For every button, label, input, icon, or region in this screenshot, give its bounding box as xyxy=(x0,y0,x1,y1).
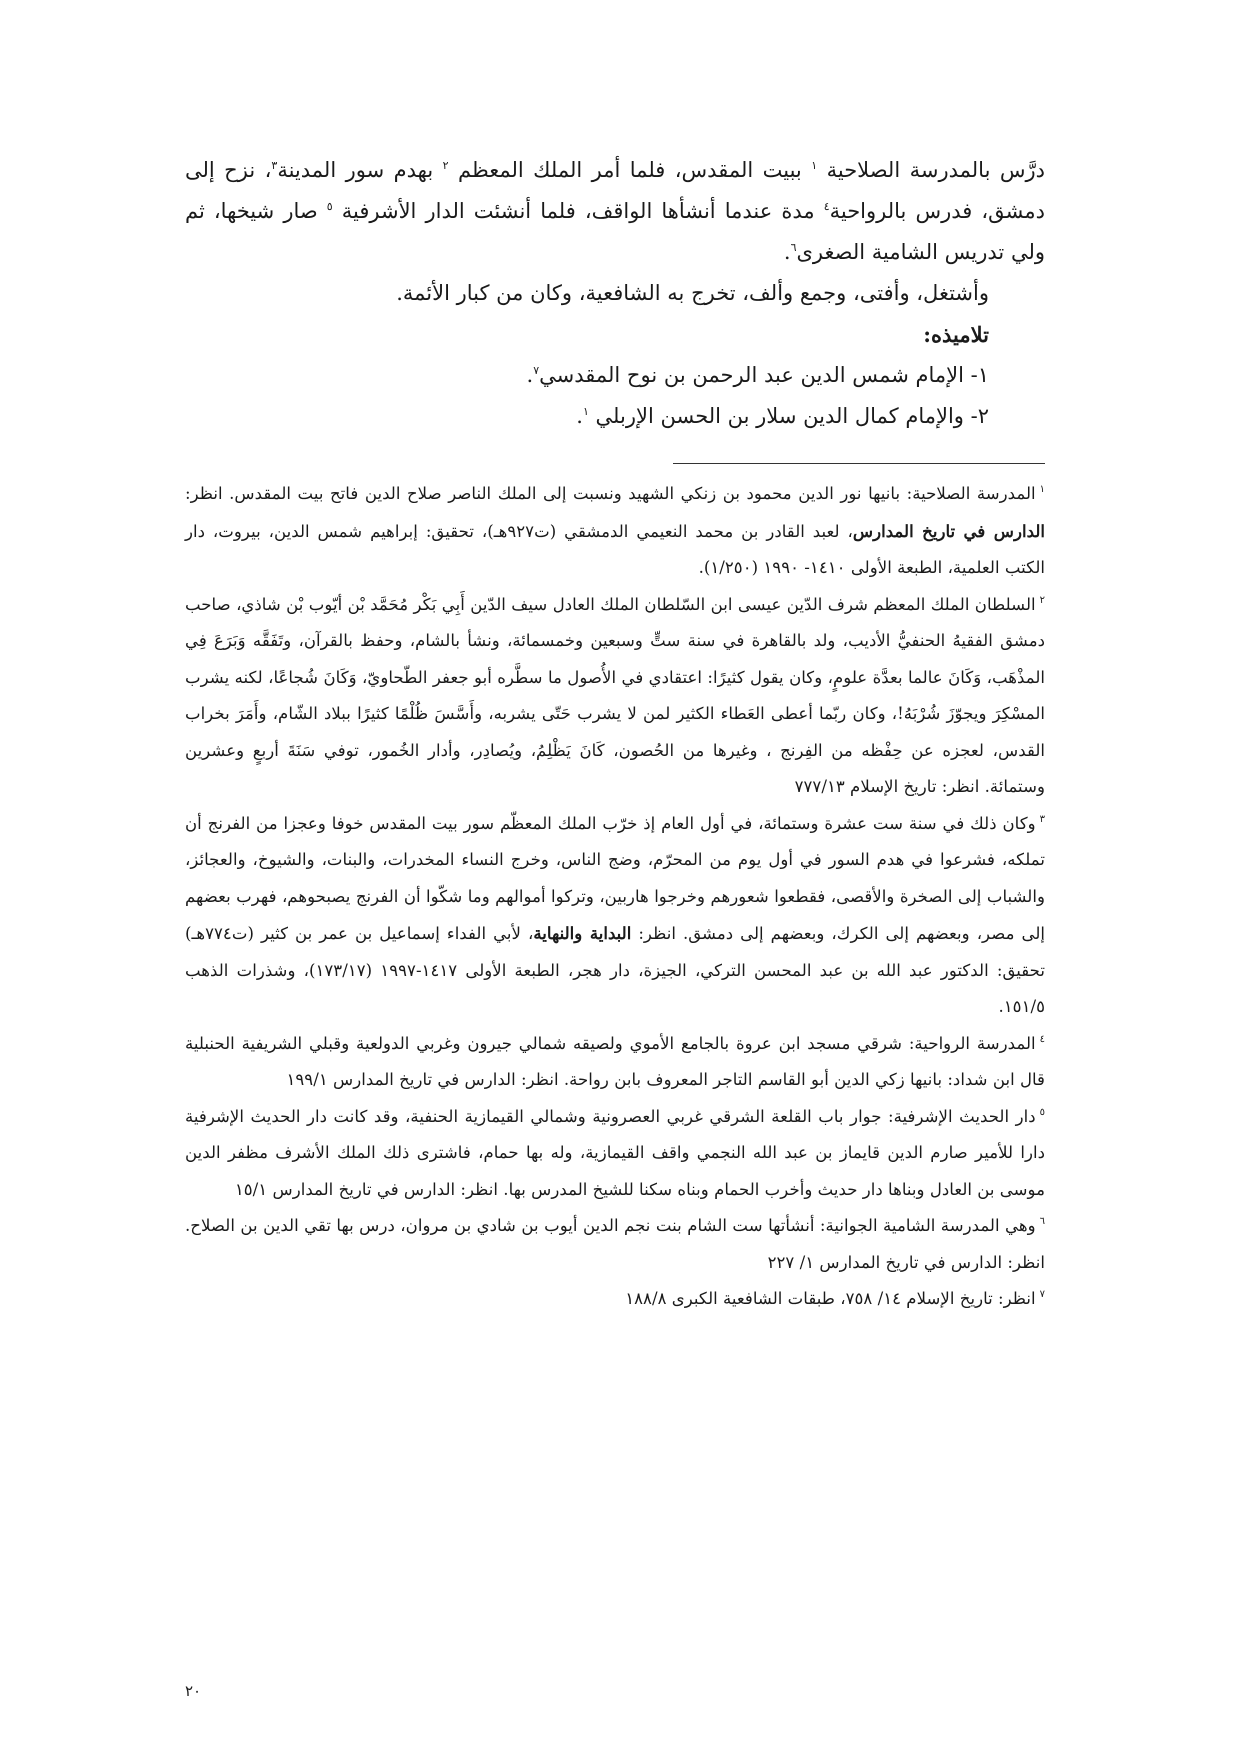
paragraph-1-text: ، نزح إلى دمشق، فدرس بالرواحية xyxy=(185,158,1046,223)
footnote-4-text: المدرسة الرواحية: شرقي مسجد ابن عروة بالجامع الأموي ولصيقه شمالي جيرون وغربي الدولعية وقبلي الشريفية الحنبلية قال ابن شداد: بانيها زكي الدين أبو القاسم التاجر المعروف بابن رواحة. انظر: الدارس في تاريخ المدارس ١٩٩/١ xyxy=(185,1033,1045,1089)
student-item-2-text: ٢- والإمام كمال الدين سلار بن الحسن الإربلي xyxy=(588,404,989,428)
footnote-3-book-title: البداية والنهاية xyxy=(533,923,632,943)
footnote-7 xyxy=(185,1281,1045,1318)
student-item-1 xyxy=(185,355,1045,396)
student-item-1-text: ١- الإمام شمس الدين عبد الرحمن بن نوح المقدسي xyxy=(539,363,989,387)
footnote-separator xyxy=(673,463,1045,464)
paragraph-1-text: درَّس بالمدرسة الصلاحية xyxy=(817,158,1045,182)
footnote-3 xyxy=(185,806,1045,1026)
main-text xyxy=(185,150,1045,437)
footnote-4-mark: ٤ xyxy=(1039,1033,1045,1045)
footnote-ref-1[interactable]: ١ xyxy=(811,159,818,172)
footnote-2 xyxy=(185,587,1045,806)
student-item-2 xyxy=(185,396,1045,437)
paragraph-1-text: بهدم سور المدينة xyxy=(277,158,443,182)
footnote-ref-7[interactable]: ٧ xyxy=(533,364,540,377)
footnote-ref-6[interactable]: ٦ xyxy=(790,241,797,254)
footnote-5-mark: ٥ xyxy=(1039,1106,1045,1118)
footnote-6-text: وهي المدرسة الشامية الجوانية: أنشأتها ست الشام بنت نجم الدين أيوب بن شادي بن مروان، درس بها تقي الدين بن الصلاح. انظر: الدارس في تاريخ المدارس ١/ ٢٢٧ xyxy=(185,1216,1045,1272)
footnotes xyxy=(185,476,1045,1318)
footnote-2-mark: ٢ xyxy=(1039,594,1045,606)
footnote-1-text: ، لعبد القادر بن محمد النعيمي الدمشقي (ت٩٢٧هـ)، تحقيق: إبراهيم شمس الدين، بيروت، دار الكتب العلمية، الطبعة الأولى ١٤١٠- ١٩٩٠ (١/٢٥٠). xyxy=(185,521,1045,577)
footnote-1 xyxy=(185,476,1045,587)
footnote-ref-2[interactable]: ٢ xyxy=(442,159,449,172)
students-heading: تلاميذه: xyxy=(923,322,989,347)
footnote-2-text: السلطان الملك المعظم شرف الدّين عيسى ابن السّلطان الملك العادل سيف الدّين أَبِي بَكْر مُحَمَّد بْن أيّوب بْن شاذي، صاحب دمشق الفقيهُ الحنفيُّ الأديب، ولد بالقاهرة في سنة ستٍّ وسبعين وخمسمائة، ونشأ بالشام، وحفظ بالقرآن، وتَفَقَّه وَبَرَعَ فِي المذْهَب، وَكَانَ عالما بعدَّة علومٍ، وكان يقول كثيرًا: اعتقادي في الأُصول ما سطَّره أبو جعفر الطّحاويّ، وَكَانَ شُجاعًا، لكنه يشرب المسْكِرَ ويجوّزَ شُرْبَهُ!، وكان ربّما أعطى العَطاء الكثير لمن لا يشرب حَتّى يشربه، وأَسَّسَ ظُلْمًا كثيرًا ببلاد الشّام، وأَمَرَ بخراب القدس، لعجزه عن حِفْظه من الفِرنج ، وغيرها من الحُصون، كَانَ يَظْلِمُ، ويُصادِر، وأدار الخُمور، توفي سَنَةَ أربعٍ وعشرين وستمائة. انظر: تاريخ الإسلام ٧٧٧/١٣ xyxy=(185,594,1045,796)
paragraph-1-text: صار شيخها، ثم ولي تدريس الشامية الصغرى xyxy=(185,199,1045,264)
student-item-1-text: . xyxy=(526,363,534,387)
student-item-2-text: . xyxy=(576,404,583,428)
paragraph-2: وأشتغل، وأفتى، وجمع وألف، تخرج به الشافعية، وكان من كبار الأئمة. xyxy=(396,281,989,305)
paragraph-1-text: . xyxy=(783,240,791,264)
footnote-1-text: المدرسة الصلاحية: بانيها نور الدين محمود بن زنكي الشهيد ونسبت إلى الملك الناصر صلاح الدين فاتح بيت المقدس. انظر: xyxy=(185,484,1036,503)
footnote-3-text: ، لأبي الفداء إسماعيل بن عمر بن كثير (ت٧٧٤هـ) تحقيق: الدكتور عبد الله بن عبد المحسن التركي، الجيزة، دار هجر، الطبعة الأولى ١٤١٧-١٩٩٧ (١٧٣/١٧)، وشذرات الذهب ١٥١/٥. xyxy=(185,924,1046,1016)
page-number: ٢٠ xyxy=(185,1682,202,1700)
footnote-5-text: دار الحديث الإشرفية: جوار باب القلعة الشرقي غربي العصرونية وشمالي القيمازية الحنفية، وقد كانت دار الحديث الإشرفية دارا للأمير صارم الدين قايماز بن عبد الله النجمي واقف القيمازية، وله بها حمام، فاشترى ذلك الملك الأشرف مظفر الدين موسى بن العادل وبناها دار حديث وأخرب الحمام وبناه سكنا للشيخ المدرس بها. انظر: الدارس في تاريخ المدارس ١٥/١ xyxy=(185,1106,1045,1199)
footnote-7-mark: ٧ xyxy=(1039,1289,1045,1301)
footnote-6-mark: ٦ xyxy=(1039,1216,1045,1228)
footnote-7-text: انظر: تاريخ الإسلام ١٤/ ٧٥٨، طبقات الشافعية الكبرى ١٨٨/٨ xyxy=(625,1289,1036,1308)
footnote-ref-3[interactable]: ٣ xyxy=(271,159,278,172)
page-body xyxy=(185,150,1045,1318)
footnote-1-mark: ١ xyxy=(1039,484,1045,496)
footnote-ref-next-page[interactable]: ١ xyxy=(582,405,589,418)
footnote-3-mark: ٣ xyxy=(1039,813,1045,825)
footnote-4 xyxy=(185,1026,1045,1099)
footnote-3-text: وكان ذلك في سنة ست عشرة وستمائة، في أول العام إذ خرّب الملك المعظّم سور بيت المقدس خوفا وعجزا من الفرنج أن تملكه، فشرعوا في هدم السور في أول يوم من المحرّم، وضج الناس، وخرج النساء المخدرات، والبنات، والشيوخ، والعجائز، والشباب إلى الصخرة والأقصى، فقطعوا شعورهم وخرجوا هاربين، وتركوا أموالهم وما شكّوا أن الفرنج يصبحوهم، فهرب بعضهم إلى مصر، وبعضهم إلى الكرك، وبعضهم إلى دمشق. انظر: xyxy=(185,813,1045,943)
paragraph-1-text: مدة عندما أنشأها الواقف، فلما أنشئت الدار الأشرفية xyxy=(332,199,824,223)
footnote-6 xyxy=(185,1208,1045,1281)
footnote-ref-4[interactable]: ٤ xyxy=(823,200,830,213)
footnote-1-book-title: الدارس في تاريخ المدارس xyxy=(852,520,1045,541)
paragraph-1-text: ببيت المقدس، فلما أمر الملك المعظم xyxy=(448,158,812,182)
paragraph-1 xyxy=(185,150,1045,273)
footnote-5 xyxy=(185,1099,1045,1209)
footnote-ref-5[interactable]: ٥ xyxy=(326,200,333,213)
